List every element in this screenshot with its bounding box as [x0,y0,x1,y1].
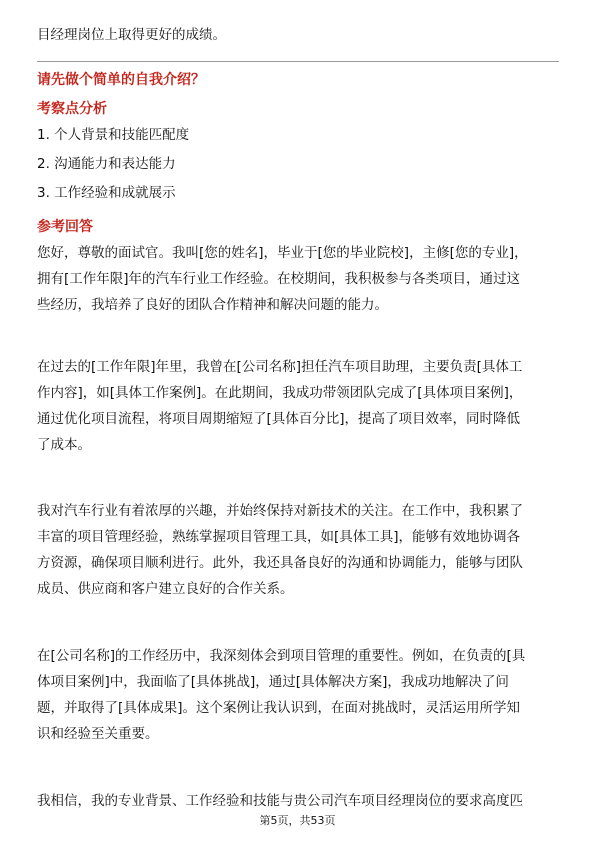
paragraph-line: 丰富的项目管理经验，熟练掌握项目管理工具，如[具体工具]，能够有效地协调各 [37,529,521,545]
paragraph-line: 我相信，我的专业背景、工作经验和技能与贵公司汽车项目经理岗位的要求高度匹 [37,793,523,809]
paragraph-line: 作内容]，如[具体工作案例]。在此期间，我成功带领团队完成了[具体项目案例]， [37,385,523,401]
paragraph-line: 我对汽车行业有着浓厚的兴趣，并始终保持对新技术的关注。在工作中，我积累了 [37,503,523,519]
paragraph-line: 了成本。 [37,437,91,453]
analysis-point: 3. 工作经验和成就展示 [37,185,176,201]
page-number: 第5页，共53页 [259,814,336,827]
paragraph-line: 些经历，我培养了良好的团队合作精神和解决问题的能力。 [37,297,388,313]
answer-paragraph-1 [37,240,559,318]
answer-paragraph-4 [37,643,559,747]
answer-paragraph-3 [37,498,559,602]
answer-paragraph-5 [37,788,559,814]
section-divider [37,61,559,62]
answer-paragraph-2 [37,354,559,458]
paragraph-line: 拥有[工作年限]年的汽车行业工作经验。在校期间，我积极参与各类项目，通过这 [37,271,521,287]
paragraph-line: 在[公司名称]的工作经历中，我深刻体会到项目管理的重要性。例如，在负责的[具 [37,648,526,664]
paragraph-line: 在过去的[工作年限]年里，我曾在[公司名称]担任汽车项目助理，主要负责[具体工 [37,359,523,375]
analysis-point: 1. 个人背景和技能匹配度 [37,127,190,143]
paragraph-line: 您好，尊敬的面试官。我叫[您的姓名]，毕业于[您的毕业院校]，主修[您的专业]， [37,245,528,261]
answer-heading: 参考回答 [37,219,93,235]
paragraph-line: 成员、供应商和客户建立良好的合作关系。 [37,581,294,597]
intro-line: 目经理岗位上取得更好的成绩。 [37,27,226,43]
question-heading: 请先做个简单的自我介绍？ [37,72,205,88]
paragraph-line: 通过优化项目流程，将项目周期缩短了[具体百分比]，提高了项目效率，同时降低 [37,411,521,427]
analysis-heading: 考察点分析 [37,101,107,117]
paragraph-line: 识和经验至关重要。 [37,726,159,742]
paragraph-line: 方资源，确保项目顺利进行。此外，我还具备良好的沟通和协调能力，能够与团队 [37,555,523,571]
paragraph-line: 体项目案例]中，我面临了[具体挑战]，通过[具体解决方案]，我成功地解决了问 [37,674,509,690]
analysis-point: 2. 沟通能力和表达能力 [37,156,176,172]
paragraph-line: 题，并取得了[具体成果]。这个案例让我认识到，在面对挑战时，灵活运用所学知 [37,700,521,716]
